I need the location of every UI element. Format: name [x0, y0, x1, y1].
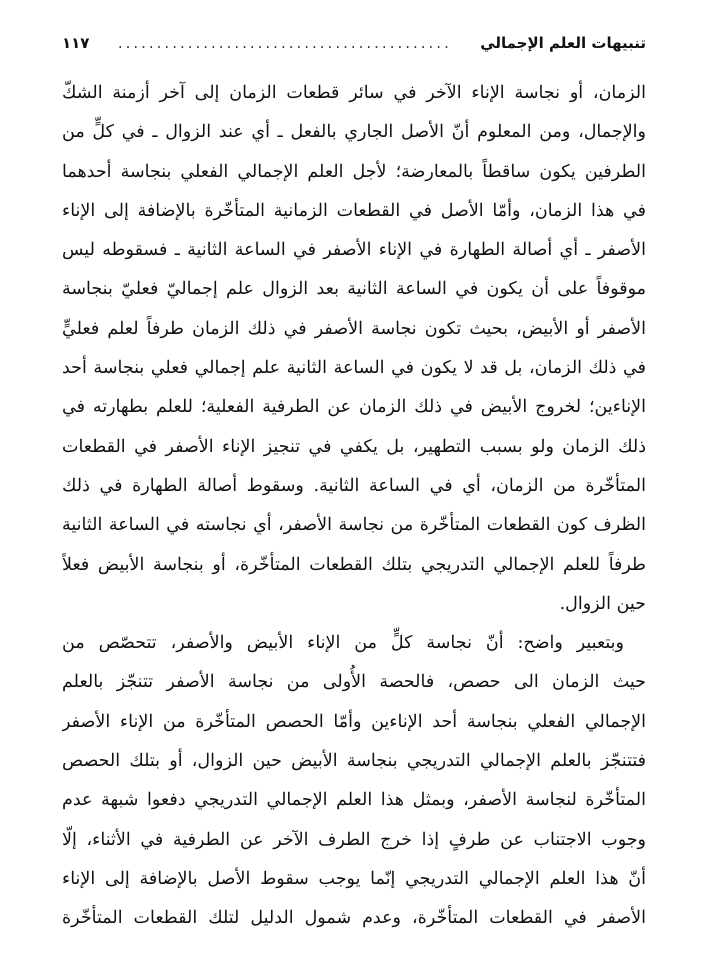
header-leader-dots: ...........................................: [117, 34, 452, 52]
text-line: وجوب الاجتناب عن طرفٍ إذا خرج الطرف الآخر عن الطرفية في الأثناء، إلّا: [62, 829, 646, 850]
body-text: [62, 74, 646, 939]
text-line: الإجمالي الفعلي بنجاسة أحد الإناءين وأمّا الحصص المتأخّرة من الإناء الأصفر: [62, 711, 646, 732]
text-line: موقوفاً على أن يكون في الساعة الثانية بعد الزوال علم إجماليّ فعليّ بنجاسة: [62, 279, 646, 300]
text-line: حيث الزمان الى حصص، فالحصة الأُولى من نجاسة الأصفر تتنجّز بالعلم: [62, 672, 646, 693]
text-line: أنّ هذا العلم الإجمالي التدريجي إنّما يوجب سقوط الأصل بالإضافة إلى الإناء: [62, 868, 646, 889]
text-line: ذلك الزمان ولو بسبب التطهير، بل يكفي في تنجيز الإناء الأصفر في القطعات: [62, 436, 646, 457]
text-line: المتأخّرة لنجاسة الأصفر، وبمثل هذا العلم الإجمالي التدريجي دفعوا شبهة عدم: [62, 790, 646, 811]
text-line: الزمان، أو نجاسة الإناء الآخر في سائر قطعات الزمان إلى آخر أزمنة الشكّ: [62, 83, 646, 103]
text-line: فتتنجّز بالعلم الإجمالي التدريجي بنجاسة الأبيض حين الزوال، أو بتلك الحصص: [62, 751, 646, 772]
text-line: طرفاً للعلم الإجمالي التدريجي بتلك القطعات المتأخّرة، أو بنجاسة الأبيض فعلاً: [62, 554, 646, 575]
text-line: الأصفر في القطعات المتأخّرة، وعدم شمول الدليل لتلك القطعات المتأخّرة: [62, 908, 646, 929]
paragraph-first-line: وبتعبير واضح: أنّ نجاسة كلٍّ من الإناء الأبيض والأصفر، تتحصّص من: [62, 633, 624, 654]
text-line: الظرف كون القطعات المتأخّرة من نجاسة الأصفر، أي نجاسته في الساعة الثانية: [62, 515, 646, 536]
running-header: [62, 30, 646, 56]
book-page: [62, 0, 646, 978]
text-line: حين الزوال.: [559, 593, 646, 614]
page-number: ١١٧: [62, 34, 90, 52]
text-line: في هذا الزمان، وأمّا الأصل في القطعات الزمانية المتأخّرة بالإضافة إلى الإناء: [62, 200, 646, 221]
text-line: الطرفين يكون ساقطاً بالمعارضة؛ لأجل العلم الإجمالي الفعلي بنجاسة أحدهما: [62, 161, 646, 182]
text-line: الأصفر ـ أي أصالة الطهارة في الإناء الأصفر في الساعة الثانية ـ فسقوطه ليس: [62, 240, 646, 261]
running-title: تنبيهات العلم الإجمالي: [480, 34, 646, 52]
text-line: الإناءين؛ لخروج الأبيض في ذلك الزمان عن الطرفية الفعلية؛ للعلم بطهارته في: [62, 397, 646, 418]
text-line: في ذلك الزمان، بل قد لا يكون في الساعة الثانية علم إجمالي فعلي بنجاسة أحد: [62, 358, 646, 379]
text-line: المتأخّرة من الزمان، أي في الساعة الثانية. وسقوط أصالة الطهارة في ذلك: [62, 475, 646, 496]
text-line: الأصفر أو الأبيض، بحيث تكون نجاسة الأصفر في ذلك الزمان طرفاً لعلم فعليٍّ: [62, 318, 646, 339]
text-line: والإجمال، ومن المعلوم أنّ الأصل الجاري بالفعل ـ أي عند الزوال ـ في كلٍّ من: [62, 122, 646, 143]
